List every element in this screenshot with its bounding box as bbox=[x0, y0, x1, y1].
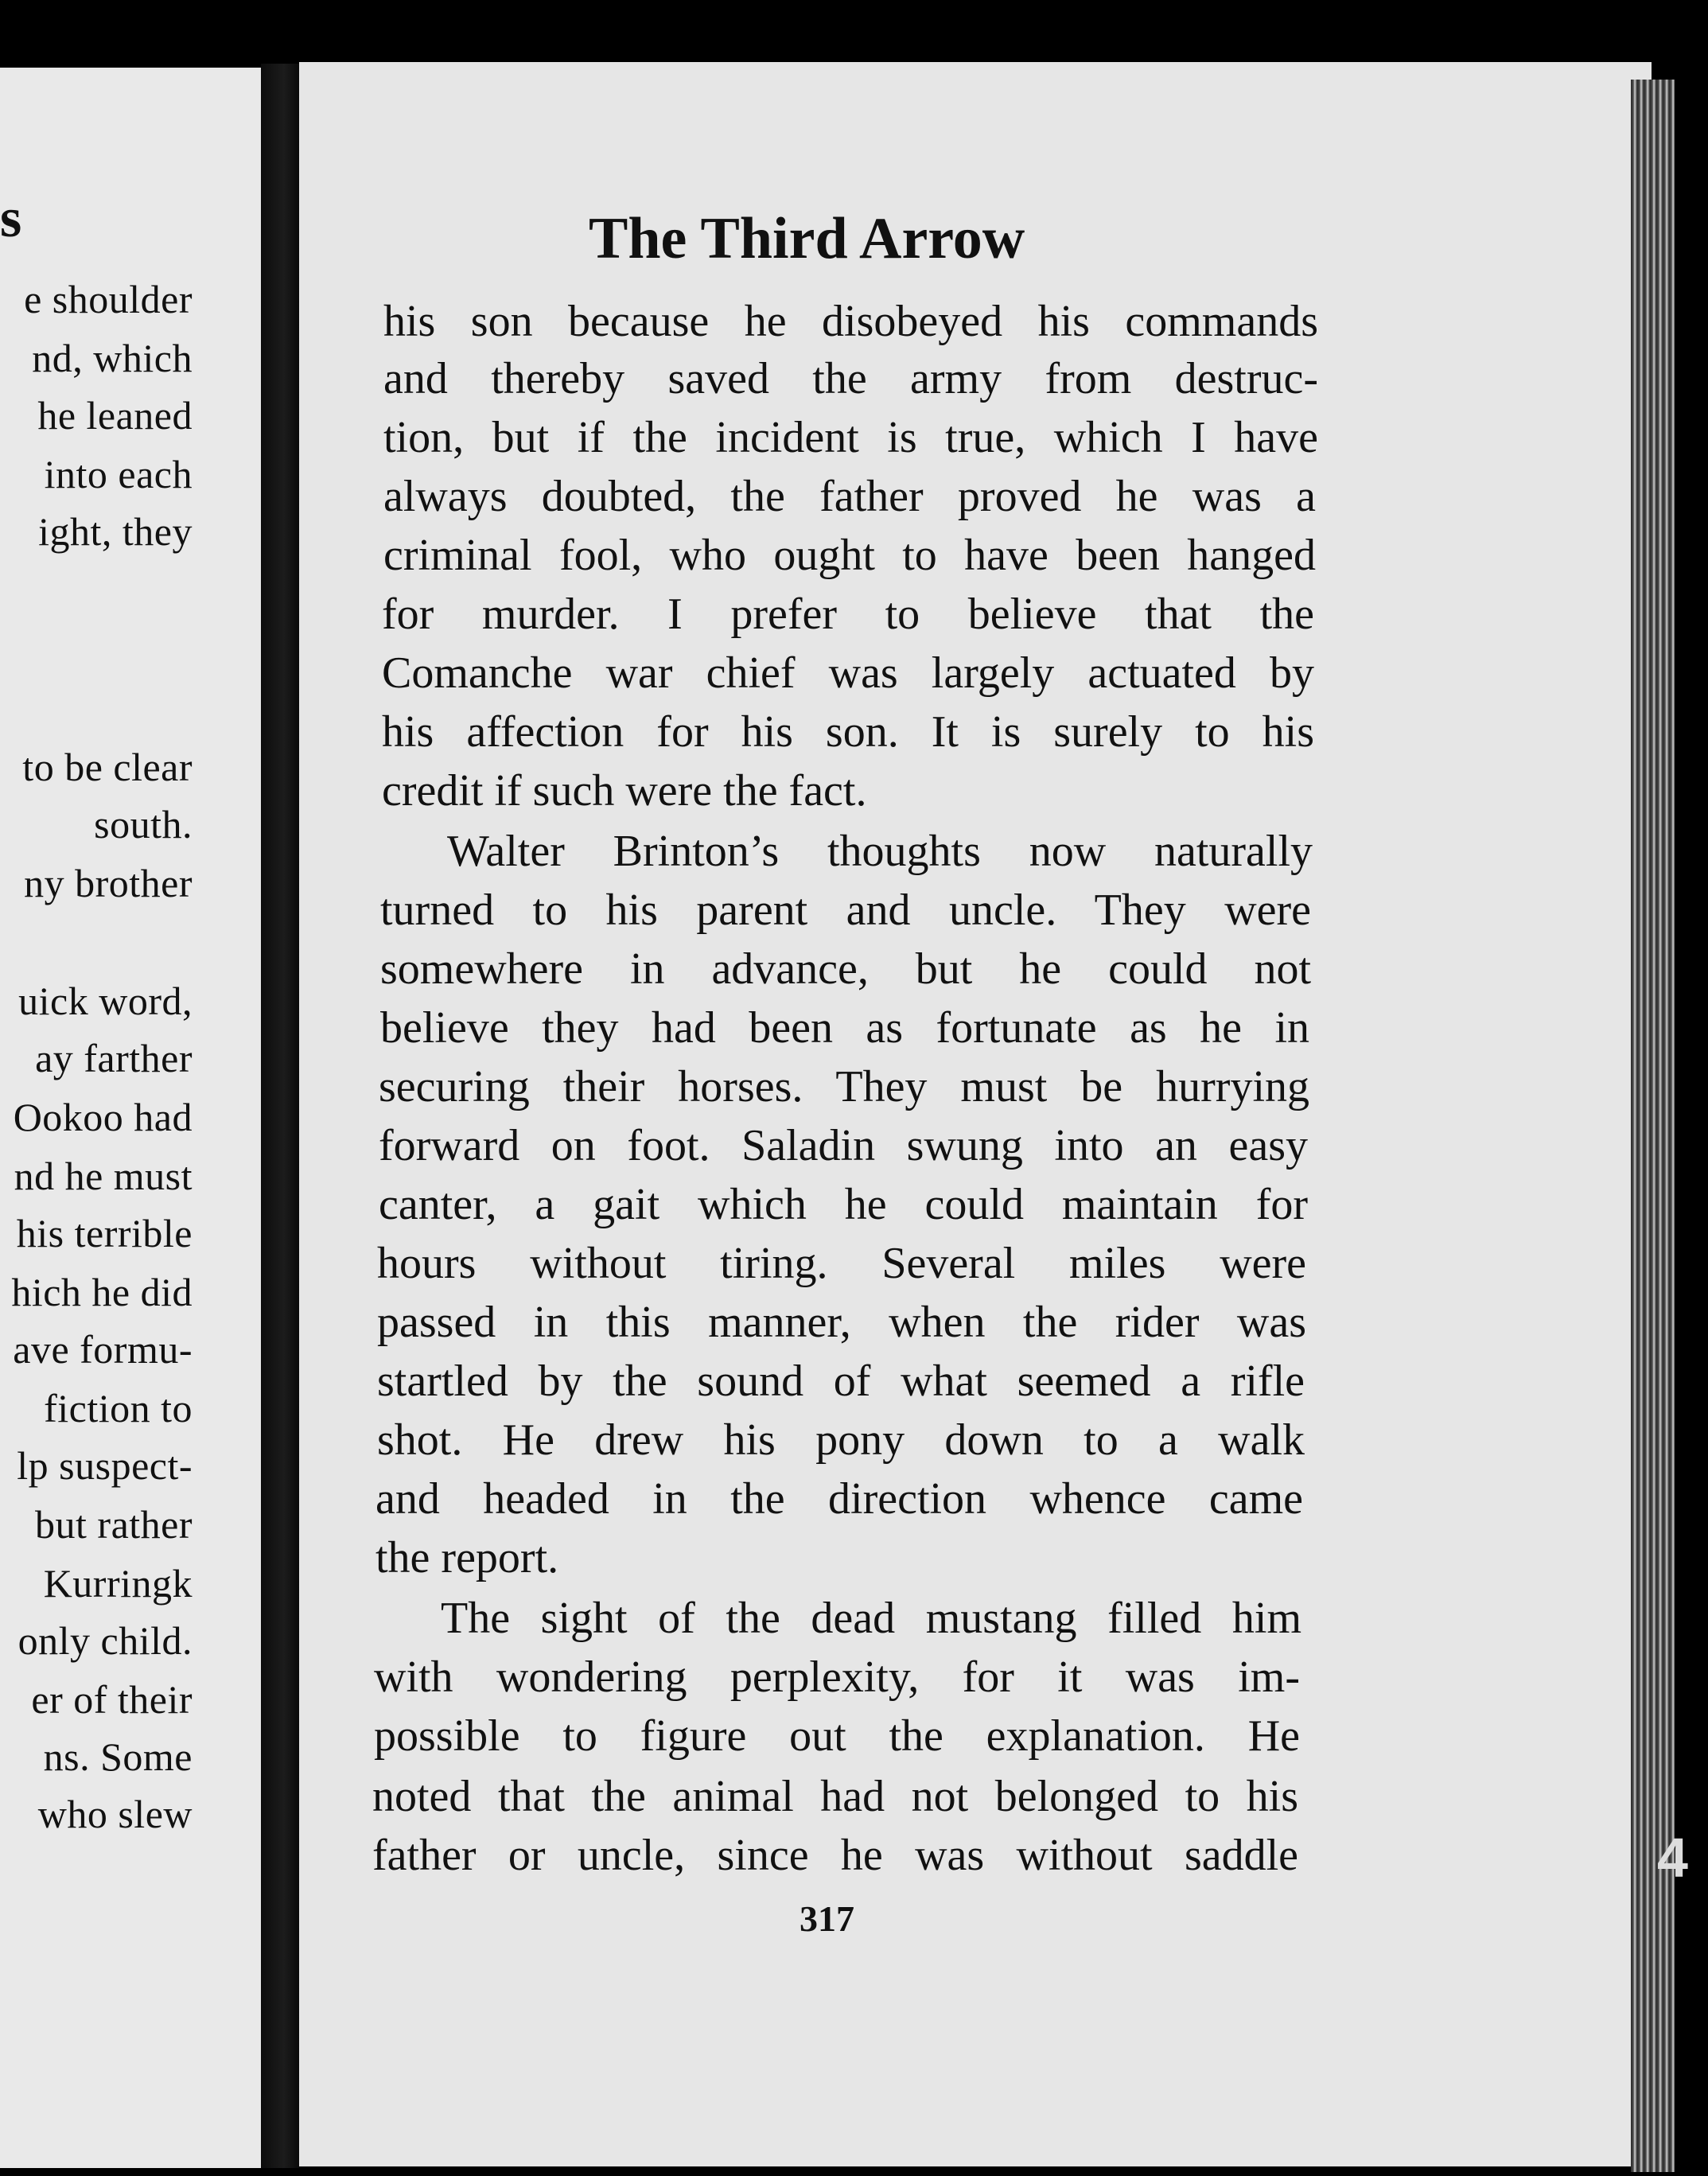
text-line: possible to figure out the explanation. He bbox=[374, 1711, 1300, 1761]
text-line: and headed in the direction whence came bbox=[375, 1474, 1303, 1524]
text-line: passed in this manner, when the rider was bbox=[377, 1298, 1306, 1347]
text-line: shot. He drew his pony down to a walk bbox=[377, 1415, 1305, 1465]
text-line: noted that the animal had not belonged to his bbox=[372, 1772, 1298, 1821]
text-line: tion, but if the incident is true, which I have bbox=[383, 413, 1318, 462]
left-page-line: ave formu- bbox=[13, 1327, 193, 1372]
left-page-line: to be clear bbox=[22, 745, 193, 789]
text-line: the report. bbox=[375, 1533, 559, 1582]
text-line: credit if such were the fact. bbox=[382, 766, 867, 816]
left-page-line: ns. Some bbox=[43, 1734, 193, 1779]
text-line: forward on foot. Saladin swung into an easy bbox=[379, 1121, 1308, 1170]
left-page-line: into each bbox=[44, 452, 193, 496]
text-line: Comanche war chief was largely actuated by bbox=[382, 648, 1314, 698]
left-page-line: ny brother bbox=[24, 861, 193, 905]
left-page-line: ay farther bbox=[35, 1036, 193, 1080]
text-line: father or uncle, since he was without saddle bbox=[372, 1831, 1298, 1880]
text-line: somewhere in advance, but he could not bbox=[380, 944, 1311, 994]
left-page-line: who slew bbox=[37, 1792, 193, 1836]
text-line: with wondering perplexity, for it was im- bbox=[374, 1652, 1300, 1702]
left-page bbox=[0, 68, 261, 2168]
text-line: and thereby saved the army from destruc- bbox=[383, 354, 1318, 403]
left-page-line: nd, which bbox=[32, 336, 193, 380]
text-line: his affection for his son. It is surely to his bbox=[382, 707, 1314, 757]
text-line: turned to his parent and uncle. They were bbox=[380, 886, 1311, 935]
left-page-line: south. bbox=[94, 802, 193, 847]
edge-mark: 4 bbox=[1657, 1827, 1688, 1889]
text-line: startled by the sound of what seemed a rifle bbox=[377, 1357, 1305, 1406]
left-page-running-head: s bbox=[0, 188, 22, 249]
page-number: 317 bbox=[800, 1898, 854, 1939]
left-page-line: only child. bbox=[18, 1618, 193, 1663]
text-line: securing their horses. They must be hurrying bbox=[379, 1062, 1309, 1111]
text-line: his son because he disobeyed his commands bbox=[383, 297, 1318, 346]
text-line: criminal fool, who ought to have been hanged bbox=[383, 531, 1316, 580]
left-page-line: his terrible bbox=[16, 1211, 193, 1255]
left-page-line: nd he must bbox=[14, 1154, 193, 1198]
left-page-line: uick word, bbox=[18, 979, 193, 1023]
left-page-line: Kurringk bbox=[43, 1561, 193, 1606]
text-line: Walter Brinton’s thoughts now naturally bbox=[447, 827, 1313, 876]
text-line: The sight of the dead mustang filled him bbox=[441, 1594, 1301, 1643]
left-page-line: er of their bbox=[31, 1677, 193, 1722]
text-line: believe they had been as fortunate as he in bbox=[380, 1003, 1309, 1053]
book-gutter bbox=[261, 64, 299, 2168]
left-page-line: he leaned bbox=[37, 393, 193, 438]
text-line: canter, a gait which he could maintain for bbox=[379, 1180, 1308, 1229]
text-line: always doubted, the father proved he was a bbox=[383, 472, 1316, 521]
text-line: for murder. I prefer to believe that the bbox=[382, 590, 1314, 639]
left-page-line: lp suspect- bbox=[17, 1443, 193, 1488]
left-page-line: Ookoo had bbox=[13, 1095, 193, 1139]
left-page-line: e shoulder bbox=[24, 277, 193, 321]
left-page-line: ight, they bbox=[38, 509, 193, 554]
left-page-line: hich he did bbox=[11, 1270, 193, 1314]
text-line: hours without tiring. Several miles were bbox=[377, 1239, 1306, 1288]
running-head: The Third Arrow bbox=[589, 206, 1025, 271]
left-page-line: but rather bbox=[35, 1502, 193, 1547]
left-page-line: fiction to bbox=[44, 1386, 193, 1431]
